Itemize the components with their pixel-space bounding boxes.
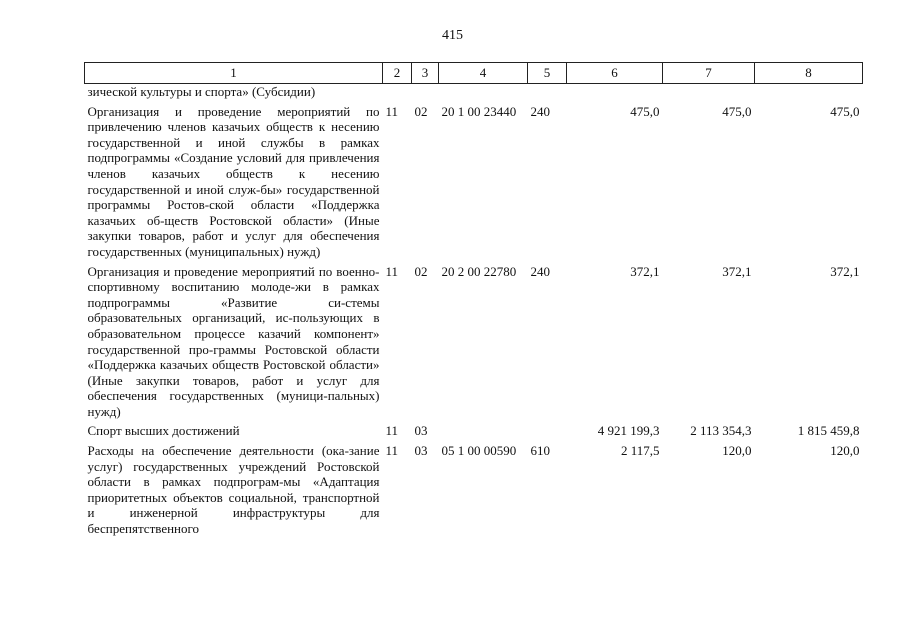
row-description: Спорт высших достижений — [87, 423, 240, 439]
row-value-7: 2 113 354,3 — [690, 423, 752, 439]
row-value-8: 475,0 — [830, 103, 860, 119]
row-subsection: 02 — [414, 263, 428, 279]
header-col-2: 2 — [383, 63, 412, 84]
row-section: 11 — [385, 103, 399, 119]
row-value-7: 475,0 — [722, 103, 752, 119]
row-value-8: 120,0 — [830, 443, 860, 459]
row-target-code — [439, 419, 528, 439]
row-description: Организация и проведение мероприятий по военно-спортивному воспитанию молоде-жи в рамках подпрограммы «Развитие си-стемы образовательных организаций, ис-пользующих в образовательном процессе казачий компонент» государственной про-граммы Ростовской области «Поддержка казачьих обществ Ростовской области» (Иные закупки товаров, работ и услуг для обеспечения государственных (муници-пальных) нужд) — [87, 263, 380, 419]
header-col-3: 3 — [412, 63, 439, 84]
row-value-8: 1 815 459,8 — [797, 423, 860, 439]
row-value-6: 4 921 199,3 — [597, 423, 660, 439]
table-row — [85, 439, 863, 537]
header-col-7: 7 — [663, 63, 755, 84]
table-row — [85, 84, 863, 100]
row-value-7: 372,1 — [722, 263, 752, 279]
row-target-code — [439, 84, 528, 100]
row-value-6: 372,1 — [630, 263, 660, 279]
row-subsection: 03 — [414, 443, 428, 459]
row-description: зической культуры и спорта» (Субсидии) — [87, 84, 316, 99]
row-value-6 — [567, 84, 663, 100]
row-value-8: 372,1 — [830, 263, 860, 279]
table-row — [85, 100, 863, 260]
row-value-7: 120,0 — [722, 443, 752, 459]
table-row — [85, 260, 863, 420]
row-subsection — [412, 84, 439, 100]
row-target-code: 20 2 00 22780 — [441, 263, 517, 279]
row-description: Расходы на обеспечение деятельности (ока-зание услуг) государственных учреждений Ростовской области в рамках подпрограм-мы «Адаптация приоритетных объектов социальной, транспортной и инженерной инфраструктуры для беспрепятственного — [87, 443, 380, 537]
header-col-5: 5 — [528, 63, 567, 84]
row-value-8 — [755, 84, 863, 100]
row-target-code: 20 1 00 23440 — [441, 103, 517, 119]
row-target-code: 05 1 00 00590 — [441, 443, 517, 459]
row-section — [383, 84, 412, 100]
row-value-6: 475,0 — [630, 103, 660, 119]
row-section: 11 — [385, 443, 399, 459]
row-description: Организация и проведение мероприятий по привлечению членов казачьих обществ к несению государственной и иной службы в рамках подпрограммы «Создание условий для привлечения членов казачьих обществ к несению государственной и иной служ-бы» государственной программы Ростов-ской области «Поддержка казачьих об-ществ Ростовской области» (Иные закупки товаров, работ и услуг для обеспечения государственных (муниципальных) нужд) — [87, 103, 380, 259]
header-col-6: 6 — [567, 63, 663, 84]
header-col-4: 4 — [439, 63, 528, 84]
row-value-6: 2 117,5 — [620, 443, 660, 459]
row-subsection: 02 — [414, 103, 428, 119]
row-expense-type — [528, 84, 567, 100]
row-section: 11 — [385, 423, 399, 439]
header-col-8: 8 — [755, 63, 863, 84]
row-expense-type: 240 — [530, 103, 550, 119]
row-expense-type: 240 — [530, 263, 550, 279]
page-number: 415 — [442, 28, 463, 43]
table-row — [85, 419, 863, 439]
header-col-1: 1 — [85, 63, 383, 84]
row-value-7 — [663, 84, 755, 100]
row-subsection: 03 — [414, 423, 428, 439]
header-row — [85, 63, 863, 84]
budget-table — [84, 62, 863, 537]
row-expense-type — [528, 419, 567, 439]
row-section: 11 — [385, 263, 399, 279]
row-expense-type: 610 — [530, 443, 550, 459]
